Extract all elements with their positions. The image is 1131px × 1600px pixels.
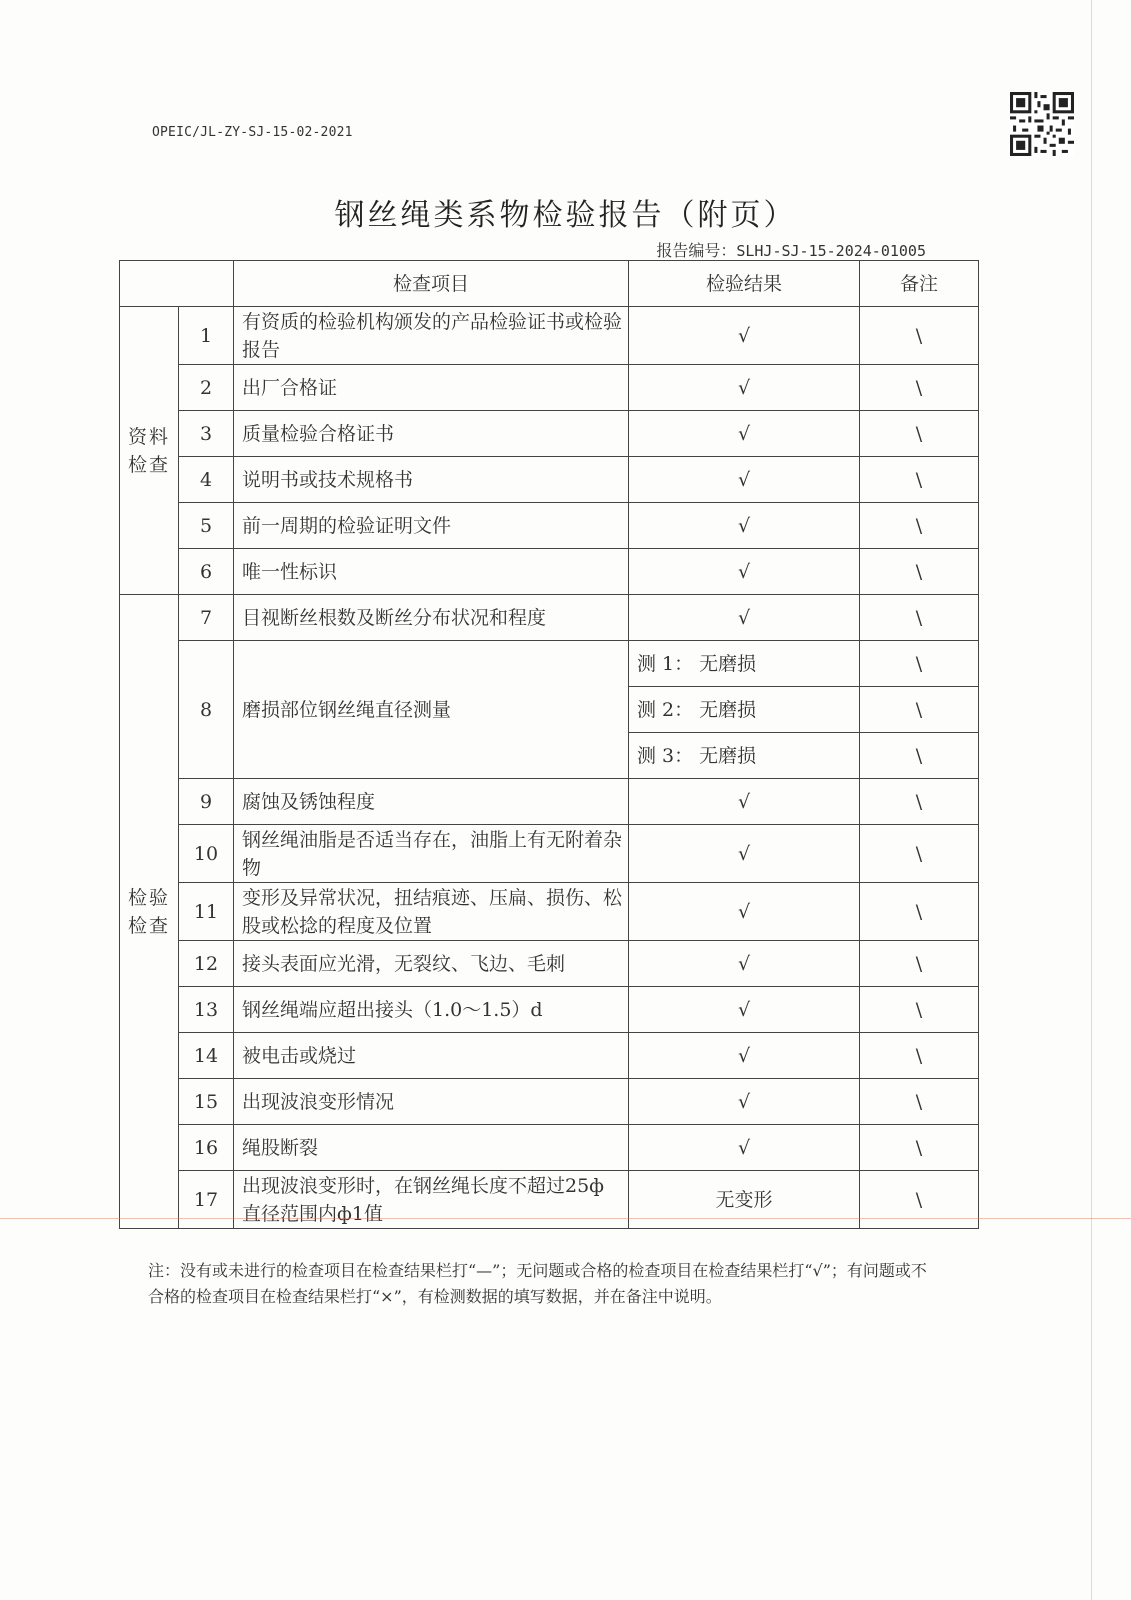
row-result: √ <box>629 411 860 457</box>
table-row <box>120 1079 979 1125</box>
row-number: 2 <box>179 365 234 411</box>
header-item: 检查项目 <box>234 261 629 307</box>
row-number: 15 <box>179 1079 234 1125</box>
category-doc-check: 资料 检查 <box>120 307 179 595</box>
row-item: 钢丝绳油脂是否适当存在，油脂上有无附着杂物 <box>234 825 629 883</box>
row-number: 7 <box>179 595 234 641</box>
header-blank <box>120 261 234 307</box>
row-number: 8 <box>179 641 234 779</box>
header-remark: 备注 <box>860 261 979 307</box>
row-item: 钢丝绳端应超出接头（1.0～1.5）d <box>234 987 629 1033</box>
footnote: 注：没有或未进行的检查项目在检查结果栏打“—”；无问题或合格的检查项目在检查结果栏打“√”；有问题或不合格的检查项目在检查结果栏打“×”，有检测数据的填写数据，并在备注中说明。 <box>148 1261 927 1306</box>
row-number: 10 <box>179 825 234 883</box>
row-result: √ <box>629 1033 860 1079</box>
row-number: 3 <box>179 411 234 457</box>
row-number: 16 <box>179 1125 234 1171</box>
report-number-label: 报告编号： <box>656 241 737 260</box>
row-remark: \ <box>860 779 979 825</box>
row-result: √ <box>629 457 860 503</box>
row-remark: \ <box>860 987 979 1033</box>
row-result: √ <box>629 987 860 1033</box>
row-sub-remark: \ <box>860 733 979 779</box>
row-remark: \ <box>860 411 979 457</box>
row-item: 有资质的检验机构颁发的产品检验证书或检验报告 <box>234 307 629 365</box>
row-item: 出现波浪变形时，在钢丝绳长度不超过25ф直径范围内ф1值 <box>234 1171 629 1229</box>
row-sub-result: 测 3： 无磨损 <box>629 733 860 779</box>
row-item: 质量检验合格证书 <box>234 411 629 457</box>
row-result: √ <box>629 365 860 411</box>
row-number: 5 <box>179 503 234 549</box>
row-result: √ <box>629 549 860 595</box>
table-row <box>120 883 979 941</box>
header-result: 检验结果 <box>629 261 860 307</box>
report-number-value: SLHJ-SJ-15-2024-01005 <box>736 242 926 260</box>
table-row <box>120 641 979 687</box>
row-remark: \ <box>860 503 979 549</box>
row-number: 12 <box>179 941 234 987</box>
row-result: √ <box>629 503 860 549</box>
row-result: √ <box>629 883 860 941</box>
row-result: √ <box>629 1079 860 1125</box>
table-row <box>120 595 979 641</box>
inspection-table <box>119 260 979 1229</box>
row-item: 被电击或烧过 <box>234 1033 629 1079</box>
qr-code-icon <box>1010 92 1074 156</box>
row-number: 1 <box>179 307 234 365</box>
row-item: 出厂合格证 <box>234 365 629 411</box>
row-number: 14 <box>179 1033 234 1079</box>
row-result: √ <box>629 779 860 825</box>
row-item: 腐蚀及锈蚀程度 <box>234 779 629 825</box>
row-number: 17 <box>179 1171 234 1229</box>
table-row <box>120 503 979 549</box>
table-row <box>120 779 979 825</box>
row-result: √ <box>629 595 860 641</box>
row-item: 出现波浪变形情况 <box>234 1079 629 1125</box>
table-row <box>120 825 979 883</box>
scan-edge-line <box>1091 0 1092 1600</box>
category-inspection: 检验 检查 <box>120 595 179 1229</box>
row-item: 变形及异常状况，扭结痕迹、压扁、损伤、松股或松捻的程度及位置 <box>234 883 629 941</box>
row-remark: \ <box>860 307 979 365</box>
row-item: 接头表面应光滑，无裂纹、飞边、毛刺 <box>234 941 629 987</box>
row-remark: \ <box>860 1171 979 1229</box>
table-header-row <box>120 261 979 307</box>
row-item: 唯一性标识 <box>234 549 629 595</box>
row-result: √ <box>629 1125 860 1171</box>
row-remark: \ <box>860 457 979 503</box>
row-remark: \ <box>860 1033 979 1079</box>
row-sub-remark: \ <box>860 641 979 687</box>
row-number: 13 <box>179 987 234 1033</box>
table-row <box>120 1171 979 1229</box>
row-result: √ <box>629 941 860 987</box>
row-item: 目视断丝根数及断丝分布状况和程度 <box>234 595 629 641</box>
table-row <box>120 411 979 457</box>
scan-artifact-line <box>0 1218 1131 1219</box>
row-item: 绳股断裂 <box>234 1125 629 1171</box>
page-title: 钢丝绳类系物检验报告（附页） <box>334 198 797 233</box>
row-number: 6 <box>179 549 234 595</box>
row-sub-remark: \ <box>860 687 979 733</box>
table-row <box>120 549 979 595</box>
document-code: OPEIC/JL-ZY-SJ-15-02-2021 <box>152 125 353 140</box>
row-result: √ <box>629 825 860 883</box>
row-result: 无变形 <box>629 1171 860 1229</box>
row-remark: \ <box>860 595 979 641</box>
row-item: 前一周期的检验证明文件 <box>234 503 629 549</box>
row-sub-result: 测 1： 无磨损 <box>629 641 860 687</box>
row-number: 9 <box>179 779 234 825</box>
report-number <box>656 238 926 261</box>
table-row <box>120 365 979 411</box>
row-number: 4 <box>179 457 234 503</box>
row-remark: \ <box>860 1125 979 1171</box>
table-row <box>120 941 979 987</box>
row-remark: \ <box>860 883 979 941</box>
row-remark: \ <box>860 941 979 987</box>
table-row <box>120 307 979 365</box>
row-item: 说明书或技术规格书 <box>234 457 629 503</box>
row-number: 11 <box>179 883 234 941</box>
row-remark: \ <box>860 365 979 411</box>
table-row <box>120 1033 979 1079</box>
row-sub-result: 测 2： 无磨损 <box>629 687 860 733</box>
row-remark: \ <box>860 825 979 883</box>
row-result: √ <box>629 307 860 365</box>
row-remark: \ <box>860 1079 979 1125</box>
row-item: 磨损部位钢丝绳直径测量 <box>234 641 629 779</box>
row-remark: \ <box>860 549 979 595</box>
table-row <box>120 1125 979 1171</box>
table-row <box>120 457 979 503</box>
table-row <box>120 987 979 1033</box>
